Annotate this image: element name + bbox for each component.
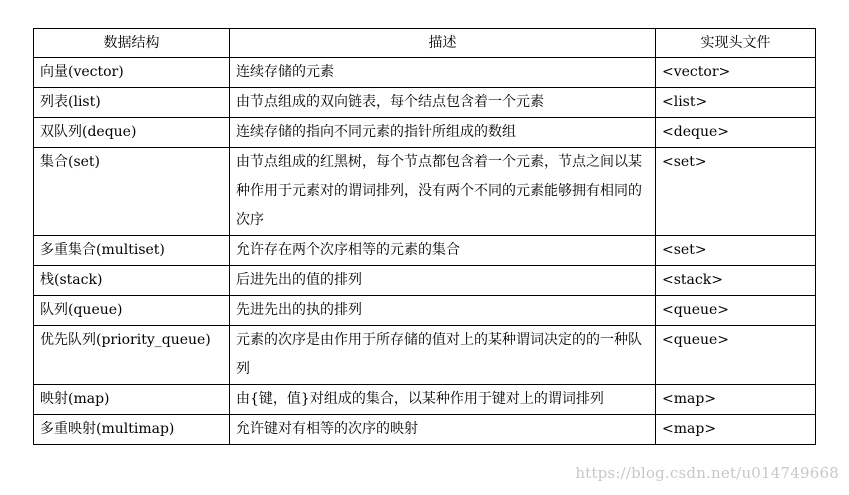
cell-description: 由节点组成的双向链表，每个结点包含着一个元素 bbox=[230, 88, 656, 118]
cell-header-file: <map> bbox=[656, 385, 816, 415]
cell-structure: 列表(list) bbox=[34, 88, 230, 118]
cell-structure: 多重映射(multimap) bbox=[34, 415, 230, 445]
cell-description: 由节点组成的红黑树，每个节点都包含着一个元素，节点之间以某种作用于元素对的谓词排列，没有两个不同的元素能够拥有相同的次序 bbox=[230, 148, 656, 236]
cell-structure: 栈(stack) bbox=[34, 266, 230, 296]
cell-description: 先进先出的执的排列 bbox=[230, 296, 656, 326]
cell-structure: 向量(vector) bbox=[34, 58, 230, 88]
cell-structure: 双队列(deque) bbox=[34, 118, 230, 148]
column-header-description: 描述 bbox=[230, 29, 656, 58]
cell-structure: 优先队列(priority_queue) bbox=[34, 326, 230, 385]
cell-header-file: <list> bbox=[656, 88, 816, 118]
cell-header-file: <map> bbox=[656, 415, 816, 445]
watermark-url: https://blog.csdn.net/u014749668 bbox=[575, 464, 839, 482]
cell-description: 后进先出的值的排列 bbox=[230, 266, 656, 296]
table-header-row bbox=[34, 29, 816, 58]
table-row bbox=[34, 266, 816, 296]
cell-header-file: <stack> bbox=[656, 266, 816, 296]
column-header-structure: 数据结构 bbox=[34, 29, 230, 58]
cell-description: 由{键，值}对组成的集合，以某种作用于键对上的谓词排列 bbox=[230, 385, 656, 415]
stl-container-table bbox=[33, 28, 816, 445]
cell-description: 连续存储的指向不同元素的指针所组成的数组 bbox=[230, 118, 656, 148]
cell-header-file: <vector> bbox=[656, 58, 816, 88]
cell-header-file: <queue> bbox=[656, 326, 816, 385]
table-row bbox=[34, 385, 816, 415]
cell-header-file: <set> bbox=[656, 148, 816, 236]
cell-structure: 多重集合(multiset) bbox=[34, 236, 230, 266]
cell-description: 允许存在两个次序相等的元素的集合 bbox=[230, 236, 656, 266]
cell-header-file: <queue> bbox=[656, 296, 816, 326]
column-header-header-file: 实现头文件 bbox=[656, 29, 816, 58]
table-row bbox=[34, 236, 816, 266]
cell-structure: 映射(map) bbox=[34, 385, 230, 415]
cell-description: 元素的次序是由作用于所存储的值对上的某种谓词决定的的一种队列 bbox=[230, 326, 656, 385]
cell-description: 允许键对有相等的次序的映射 bbox=[230, 415, 656, 445]
cell-header-file: <set> bbox=[656, 236, 816, 266]
table-row bbox=[34, 88, 816, 118]
cell-header-file: <deque> bbox=[656, 118, 816, 148]
cell-description: 连续存储的元素 bbox=[230, 58, 656, 88]
table-row bbox=[34, 296, 816, 326]
table-row bbox=[34, 415, 816, 445]
cell-structure: 队列(queue) bbox=[34, 296, 230, 326]
table-row bbox=[34, 58, 816, 88]
table-row bbox=[34, 148, 816, 236]
table-row bbox=[34, 118, 816, 148]
cell-structure: 集合(set) bbox=[34, 148, 230, 236]
table-row bbox=[34, 326, 816, 385]
